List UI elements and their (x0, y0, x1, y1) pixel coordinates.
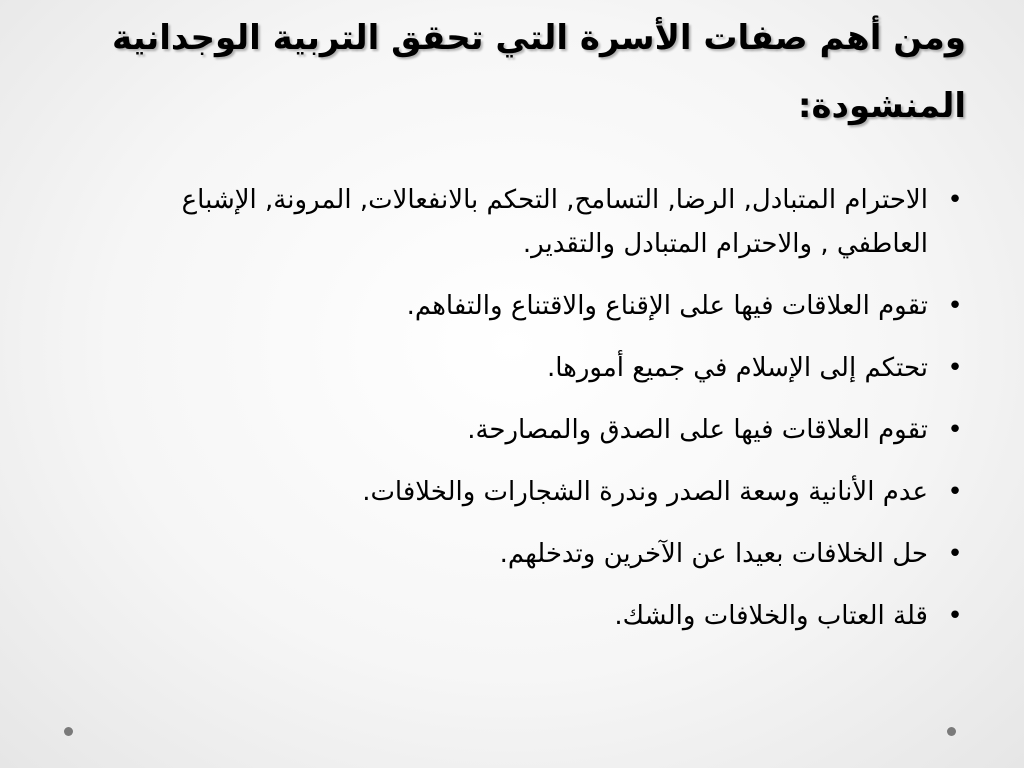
bullet-text: عدم الأنانية وسعة الصدر وندرة الشجارات والخلافات. (362, 477, 928, 507)
bullet-item-3 (86, 346, 966, 390)
bullet-item-5 (86, 470, 966, 514)
corner-dot-left (64, 727, 73, 736)
bullet-item-1 (86, 178, 966, 266)
bullet-text: حل الخلافات بعيدا عن الآخرين وتدخلهم. (499, 539, 928, 569)
bullet-icon: • (947, 353, 963, 383)
bullet-text: تحتكم إلى الإسلام في جميع أمورها. (546, 353, 928, 383)
bullet-icon: • (947, 539, 963, 569)
bullet-text: تقوم العلاقات فيها على الإقناع والاقتناع والتفاهم. (406, 291, 928, 321)
bullet-text: تقوم العلاقات فيها على الصدق والمصارحة. (467, 415, 928, 445)
bullet-item-2 (86, 284, 966, 328)
corner-dot-right (947, 727, 956, 736)
bullet-icon: • (947, 291, 963, 321)
bullet-item-7 (86, 594, 966, 638)
bullet-list (86, 178, 966, 656)
bullet-text: قلة العتاب والخلافات والشك. (614, 601, 928, 631)
bullet-item-6 (86, 532, 966, 576)
slide-title: ومن أهم صفات الأسرة التي تحقق التربية الوجدانية المنشودة: (111, 18, 966, 126)
bullet-icon: • (947, 601, 963, 631)
bullet-icon: • (947, 477, 963, 507)
bullet-item-4 (86, 408, 966, 452)
bullet-icon: • (947, 185, 963, 215)
bullet-text: الاحترام المتبادل, الرضا, التسامح, التحكم بالانفعالات, المرونة, الإشباع العاطفي , والاحترام المتبادل والتقدير. (181, 185, 928, 259)
bullet-icon: • (947, 415, 963, 445)
